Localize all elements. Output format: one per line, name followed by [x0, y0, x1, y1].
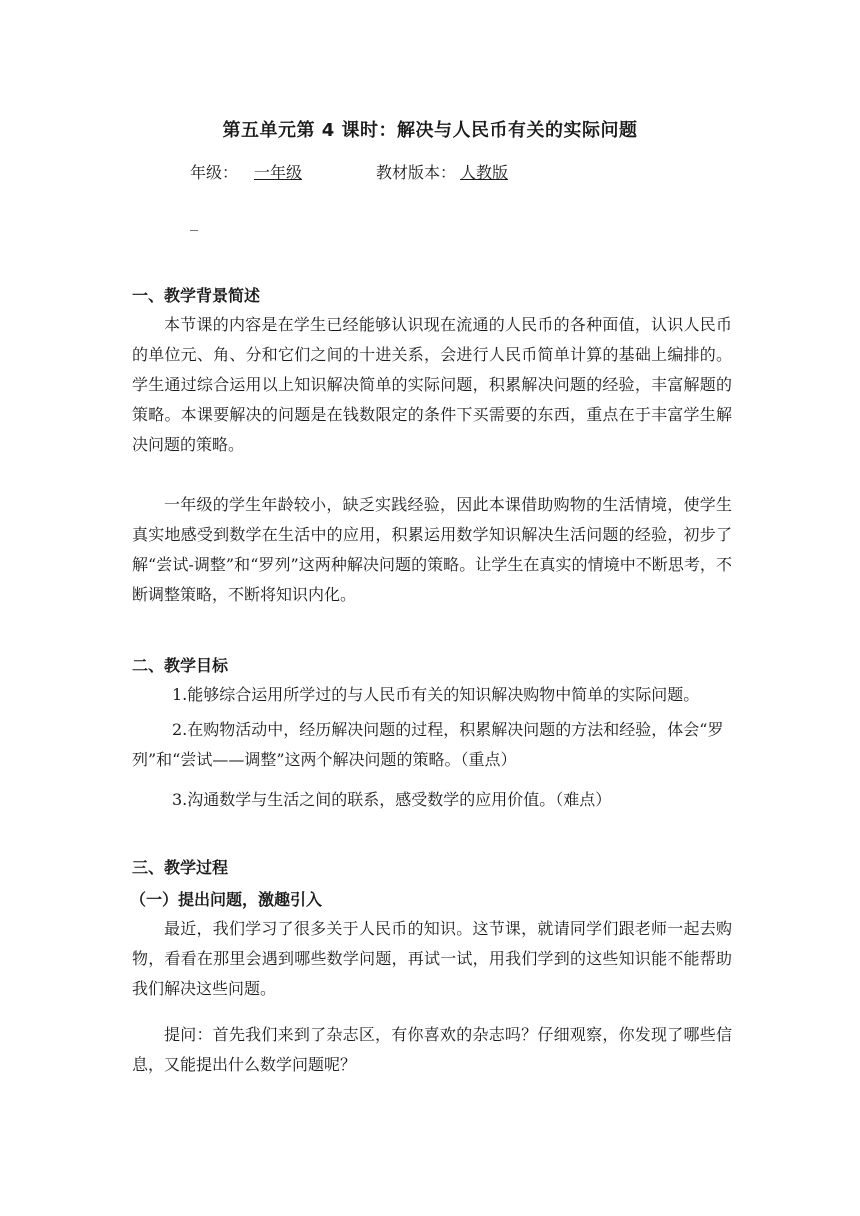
grade-value: 一年级: [254, 163, 303, 182]
goal-item-3: 3.沟通数学与生活之间的联系，感受数学的应用价值。（难点）: [172, 790, 612, 809]
lesson-meta: [190, 160, 528, 183]
goal-item-2: 2.在购物活动中，经历解决问题的过程，积累解决问题的方法和经验，体会“罗列”和“尝试——调整”这两个解决问题的策略。（重点）: [132, 720, 724, 769]
version-label: 教材版本：: [376, 163, 457, 182]
process-paragraph-2: 提问：首先我们来到了杂志区，有你喜欢的杂志吗？仔细观察，你发现了哪些信息，又能提出什么数学问题呢？: [132, 1025, 732, 1074]
grade-label: 年级：: [190, 163, 239, 182]
process-paragraph-1: 最近，我们学习了很多关于人民币的知识。这节课，就请同学们跟老师一起去购物，看看在那里会遇到哪些数学问题，再试一试，用我们学到的这些知识能不能帮助我们解决这些问题。: [132, 919, 732, 998]
subsection-heading-intro: （一）提出问题，激趣引入: [130, 890, 323, 909]
section-heading-goals: 二、教学目标: [132, 656, 229, 675]
dash-mark: _: [190, 212, 198, 231]
background-paragraph-1: 本节课的内容是在学生已经能够认识现在流通的人民币的各种面值，认识人民币的单位元、角、分和它们之间的十进关系，会进行人民币简单计算的基础上编排的。学生通过综合运用以上知识解决简单的实际问题，积累解决问题的经验，丰富解题的策略。本课要解决的问题是在钱数限定的条件下买需要的东西，重点在于丰富学生解决问题的策略。: [132, 315, 732, 454]
background-paragraph-2: 一年级的学生年龄较小，缺乏实践经验，因此本课借助购物的生活情境，使学生真实地感受到数学在生活中的应用，积累运用数学知识解决生活问题的经验，初步了解“尝试-调整”和“罗列”这两种解决问题的策略。让学生在真实的情境中不断思考，不断调整策略，不断将知识内化。: [132, 495, 732, 604]
goal-item-1: 1.能够综合运用所学过的与人民币有关的知识解决购物中简单的实际问题。: [172, 685, 700, 704]
section-heading-background: 一、教学背景简述: [132, 286, 261, 305]
section-heading-process: 三、教学过程: [132, 858, 229, 877]
page-title: 第五单元第 4 课时：解决与人民币有关的实际问题: [222, 120, 638, 141]
version-value: 人教版: [460, 163, 509, 182]
